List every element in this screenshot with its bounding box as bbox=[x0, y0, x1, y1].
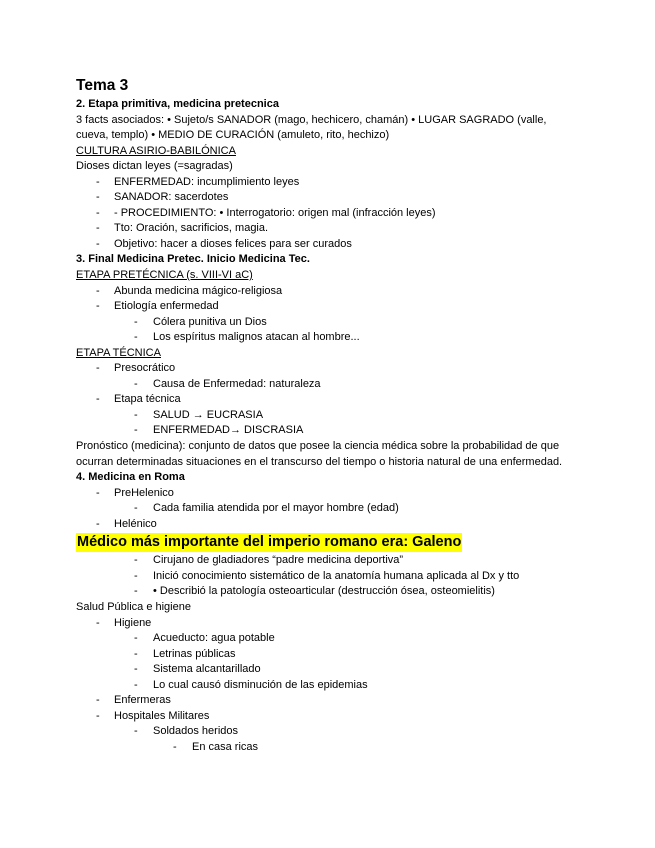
list-item: - Objetivo: hacer a dioses felices para ser curados bbox=[96, 237, 352, 250]
list-item: - Inició conocimiento sistemático de la anatomía humana aplicada al Dx y tto bbox=[134, 569, 520, 582]
section-3-heading: 3. Final Medicina Pretec. Inicio Medicina Tec. bbox=[76, 253, 310, 266]
list-item: - PreHelenico bbox=[96, 486, 174, 499]
list-item: - Soldados heridos bbox=[134, 725, 239, 738]
list-item: - En casa ricas bbox=[173, 740, 259, 753]
document-page bbox=[76, 76, 576, 755]
pronostico-paragraph: Pronóstico (medicina): conjunto de datos que posee la ciencia médica sobre la probabilidad de que ocurran determinadas situaciones en el transcurso del tiempo o historia natural de una enfermedad. bbox=[76, 440, 563, 468]
list-item: - Presocrático bbox=[96, 362, 176, 375]
section-4-heading: 4. Medicina en Roma bbox=[76, 471, 185, 484]
list-item: - Letrinas públicas bbox=[134, 647, 236, 660]
list-item: - • Describió la patología osteoarticular (destrucción ósea, osteomielitis) bbox=[134, 585, 495, 598]
page-title: Tema 3 bbox=[76, 77, 129, 94]
list-item: - ENFERMEDAD: incumplimiento leyes bbox=[96, 175, 300, 188]
culture-heading: CULTURA ASIRIO-BABILÓNICA bbox=[76, 144, 236, 157]
list-item: - Helénico bbox=[96, 517, 157, 530]
list-item: - Cirujano de gladiadores “padre medicina deportiva” bbox=[134, 554, 404, 567]
list-item: - Hospitales Militares bbox=[96, 709, 210, 722]
list-item: - Cólera punitiva un Dios bbox=[134, 315, 267, 328]
list-item: - Etapa técnica bbox=[96, 393, 181, 406]
salud-publica-line: Salud Pública e higiene bbox=[76, 600, 191, 613]
list-item: - Los espíritus malignos atacan al hombre... bbox=[134, 331, 360, 344]
facts-paragraph: 3 facts asociados: • Sujeto/s SANADOR (mago, hechicero, chamán) • LUGAR SAGRADO (valle, cueva, templo) • MEDIO DE CURACIÓN (amuleto, rito, hechizo) bbox=[76, 113, 547, 142]
list-item: - Etiología enfermedad bbox=[96, 300, 219, 313]
list-item: - Higiene bbox=[96, 616, 152, 629]
list-item: - Cada familia atendida por el mayor hombre (edad) bbox=[134, 502, 399, 515]
tecnica-heading: ETAPA TÉCNICA bbox=[76, 346, 161, 359]
dioses-line: Dioses dictan leyes (=sagradas) bbox=[76, 160, 233, 173]
list-item: - Tto: Oración, sacrificios, magia. bbox=[96, 222, 269, 235]
section-2-heading: 2. Etapa primitiva, medicina pretecnica bbox=[76, 98, 279, 110]
list-item: - ENFERMEDAD→ DISCRASIA bbox=[134, 424, 304, 437]
list-item: - SANADOR: sacerdotes bbox=[96, 191, 229, 204]
list-item: - Acueducto: agua potable bbox=[134, 632, 275, 645]
pretecnica-heading: ETAPA PRETÉCNICA (s. VIII-VI aC) bbox=[76, 269, 253, 282]
list-item: - SALUD → EUCRASIA bbox=[134, 408, 264, 421]
galeno-highlight: Médico más importante del imperio romano era: Galeno bbox=[77, 534, 462, 551]
list-item: - Causa de Enfermedad: naturaleza bbox=[134, 377, 321, 390]
list-item: - - PROCEDIMIENTO: • Interrogatorio: origen mal (infracción leyes) bbox=[96, 206, 436, 219]
list-item: - Sistema alcantarillado bbox=[134, 663, 261, 676]
list-item: - Abunda medicina mágico-religiosa bbox=[96, 284, 283, 297]
list-item: - Lo cual causó disminución de las epidemias bbox=[134, 678, 368, 691]
list-item: - Enfermeras bbox=[96, 694, 171, 707]
